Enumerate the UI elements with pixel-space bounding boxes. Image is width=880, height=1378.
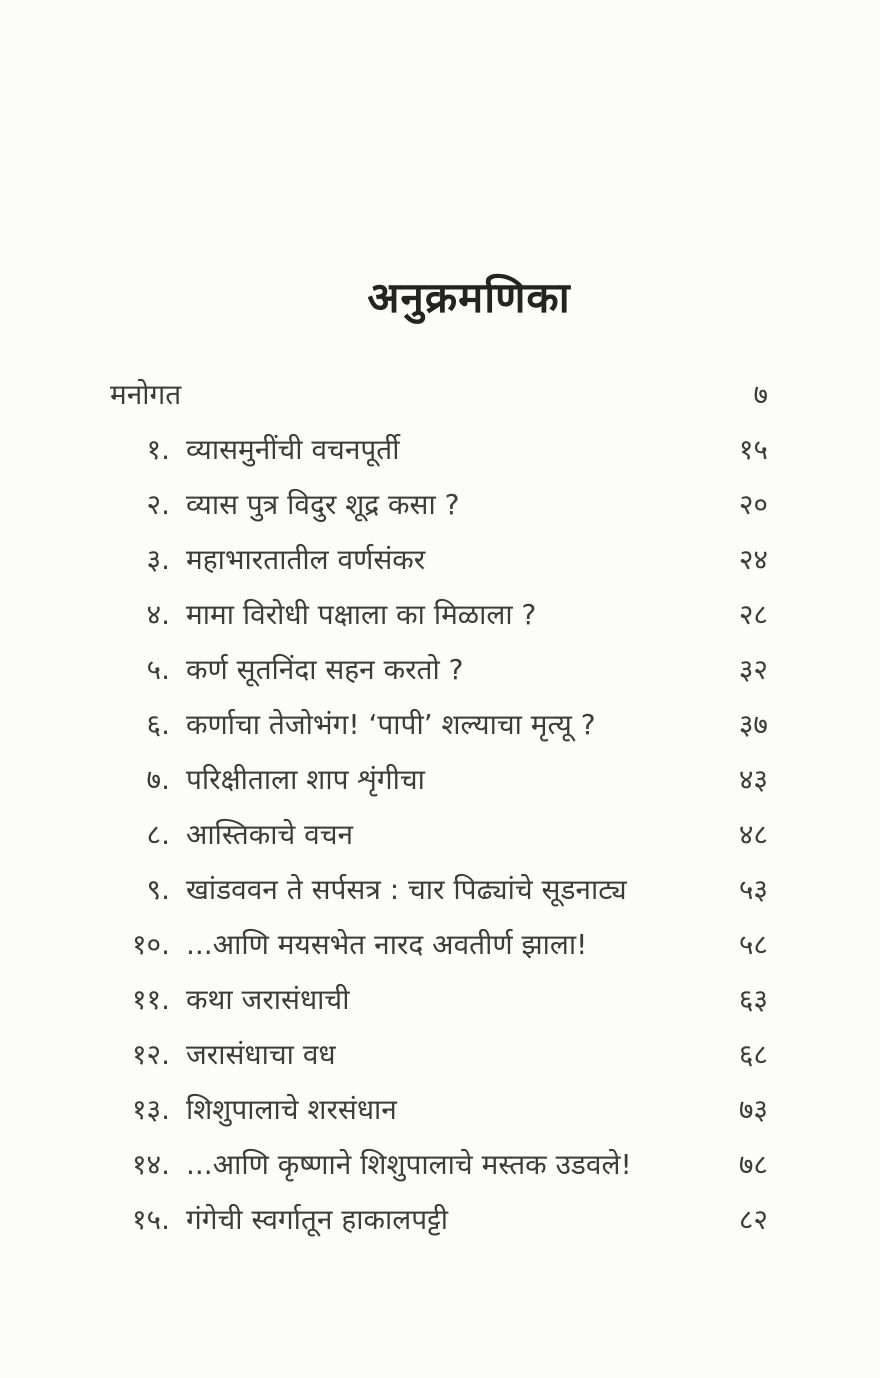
toc-entry xyxy=(110,366,768,421)
toc-entry xyxy=(110,1026,768,1081)
entry-number: १३. xyxy=(131,1092,170,1126)
entry-title: ...आणि कृष्णाने शिशुपालाचे मस्तक उडवले! xyxy=(186,1147,632,1181)
entry-number: ९. xyxy=(146,872,170,906)
entry-page-number: ५८ xyxy=(738,927,768,961)
toc-entry xyxy=(110,696,768,751)
entry-page-number: ५३ xyxy=(738,872,768,906)
entry-number: १५. xyxy=(131,1202,170,1236)
page-title: अनुक्रमणिका xyxy=(367,273,571,323)
entry-page-number: ७३ xyxy=(738,1092,768,1126)
entry-page-number: २८ xyxy=(738,597,768,631)
toc-entry xyxy=(110,586,768,641)
entry-page-number: ४८ xyxy=(738,817,768,851)
entry-page-number: ३७ xyxy=(738,707,768,741)
entry-number: ६. xyxy=(146,707,170,741)
entry-page-number: २४ xyxy=(738,542,768,576)
entry-number: ५. xyxy=(146,652,170,686)
entry-title: जरासंधाचा वध xyxy=(186,1037,336,1071)
entry-page-number: ६३ xyxy=(738,982,768,1016)
entry-page-number: ६८ xyxy=(738,1037,768,1071)
toc-entry xyxy=(110,971,768,1026)
entry-number: १. xyxy=(146,432,170,466)
toc-entry xyxy=(110,916,768,971)
entry-number: १२. xyxy=(131,1037,170,1071)
entry-title: मामा विरोधी पक्षाला का मिळाला ? xyxy=(186,597,537,631)
entry-title: परिक्षीताला शाप शृंगीचा xyxy=(186,762,425,796)
entry-page-number: २० xyxy=(738,487,768,521)
entry-title: खांडववन ते सर्पसत्र : चार पिढ्यांचे सूडनाट्य xyxy=(186,872,627,906)
toc-entry xyxy=(110,1081,768,1136)
entry-title: मनोगत xyxy=(110,377,182,411)
entry-number: ११. xyxy=(131,982,170,1016)
entry-title: ...आणि मयसभेत नारद अवतीर्ण झाला! xyxy=(186,927,588,961)
entry-number: १४. xyxy=(131,1147,170,1181)
toc-entry xyxy=(110,861,768,916)
entry-number: ८. xyxy=(146,817,170,851)
toc-entry xyxy=(110,1136,768,1191)
entry-number: ७. xyxy=(146,762,170,796)
entry-title: व्यास पुत्र विदुर शूद्र कसा ? xyxy=(186,487,460,521)
entry-page-number: ८२ xyxy=(738,1202,768,1236)
entry-title: गंगेची स्वर्गातून हाकालपट्टी xyxy=(186,1202,449,1236)
toc-entry xyxy=(110,806,768,861)
entry-number: ४. xyxy=(146,597,170,631)
entry-page-number: ७ xyxy=(753,377,768,411)
entry-page-number: ३२ xyxy=(738,652,768,686)
entry-title: कथा जरासंधाची xyxy=(186,982,350,1016)
entry-number: २. xyxy=(146,487,170,521)
toc-list xyxy=(110,366,768,1246)
entry-title: कर्ण सूतनिंदा सहन करतो ? xyxy=(186,652,464,686)
toc-entry xyxy=(110,421,768,476)
entry-title: महाभारतातील वर्णसंकर xyxy=(186,542,426,576)
entry-number: ३. xyxy=(146,542,170,576)
entry-page-number: ४३ xyxy=(738,762,768,796)
entry-title: कर्णाचा तेजोभंग! ‘पापी’ शल्याचा मृत्यू ? xyxy=(186,707,596,741)
entry-title: आस्तिकाचे वचन xyxy=(186,817,354,851)
toc-entry xyxy=(110,1191,768,1246)
toc-entry xyxy=(110,751,768,806)
toc-entry xyxy=(110,641,768,696)
entry-title: शिशुपालाचे शरसंधान xyxy=(186,1092,397,1126)
toc-entry xyxy=(110,476,768,531)
entry-title: व्यासमुनींची वचनपूर्ती xyxy=(186,432,400,466)
entry-number: १०. xyxy=(131,927,170,961)
entry-page-number: ७८ xyxy=(738,1147,768,1181)
toc-entry xyxy=(110,531,768,586)
entry-page-number: १५ xyxy=(738,432,768,466)
